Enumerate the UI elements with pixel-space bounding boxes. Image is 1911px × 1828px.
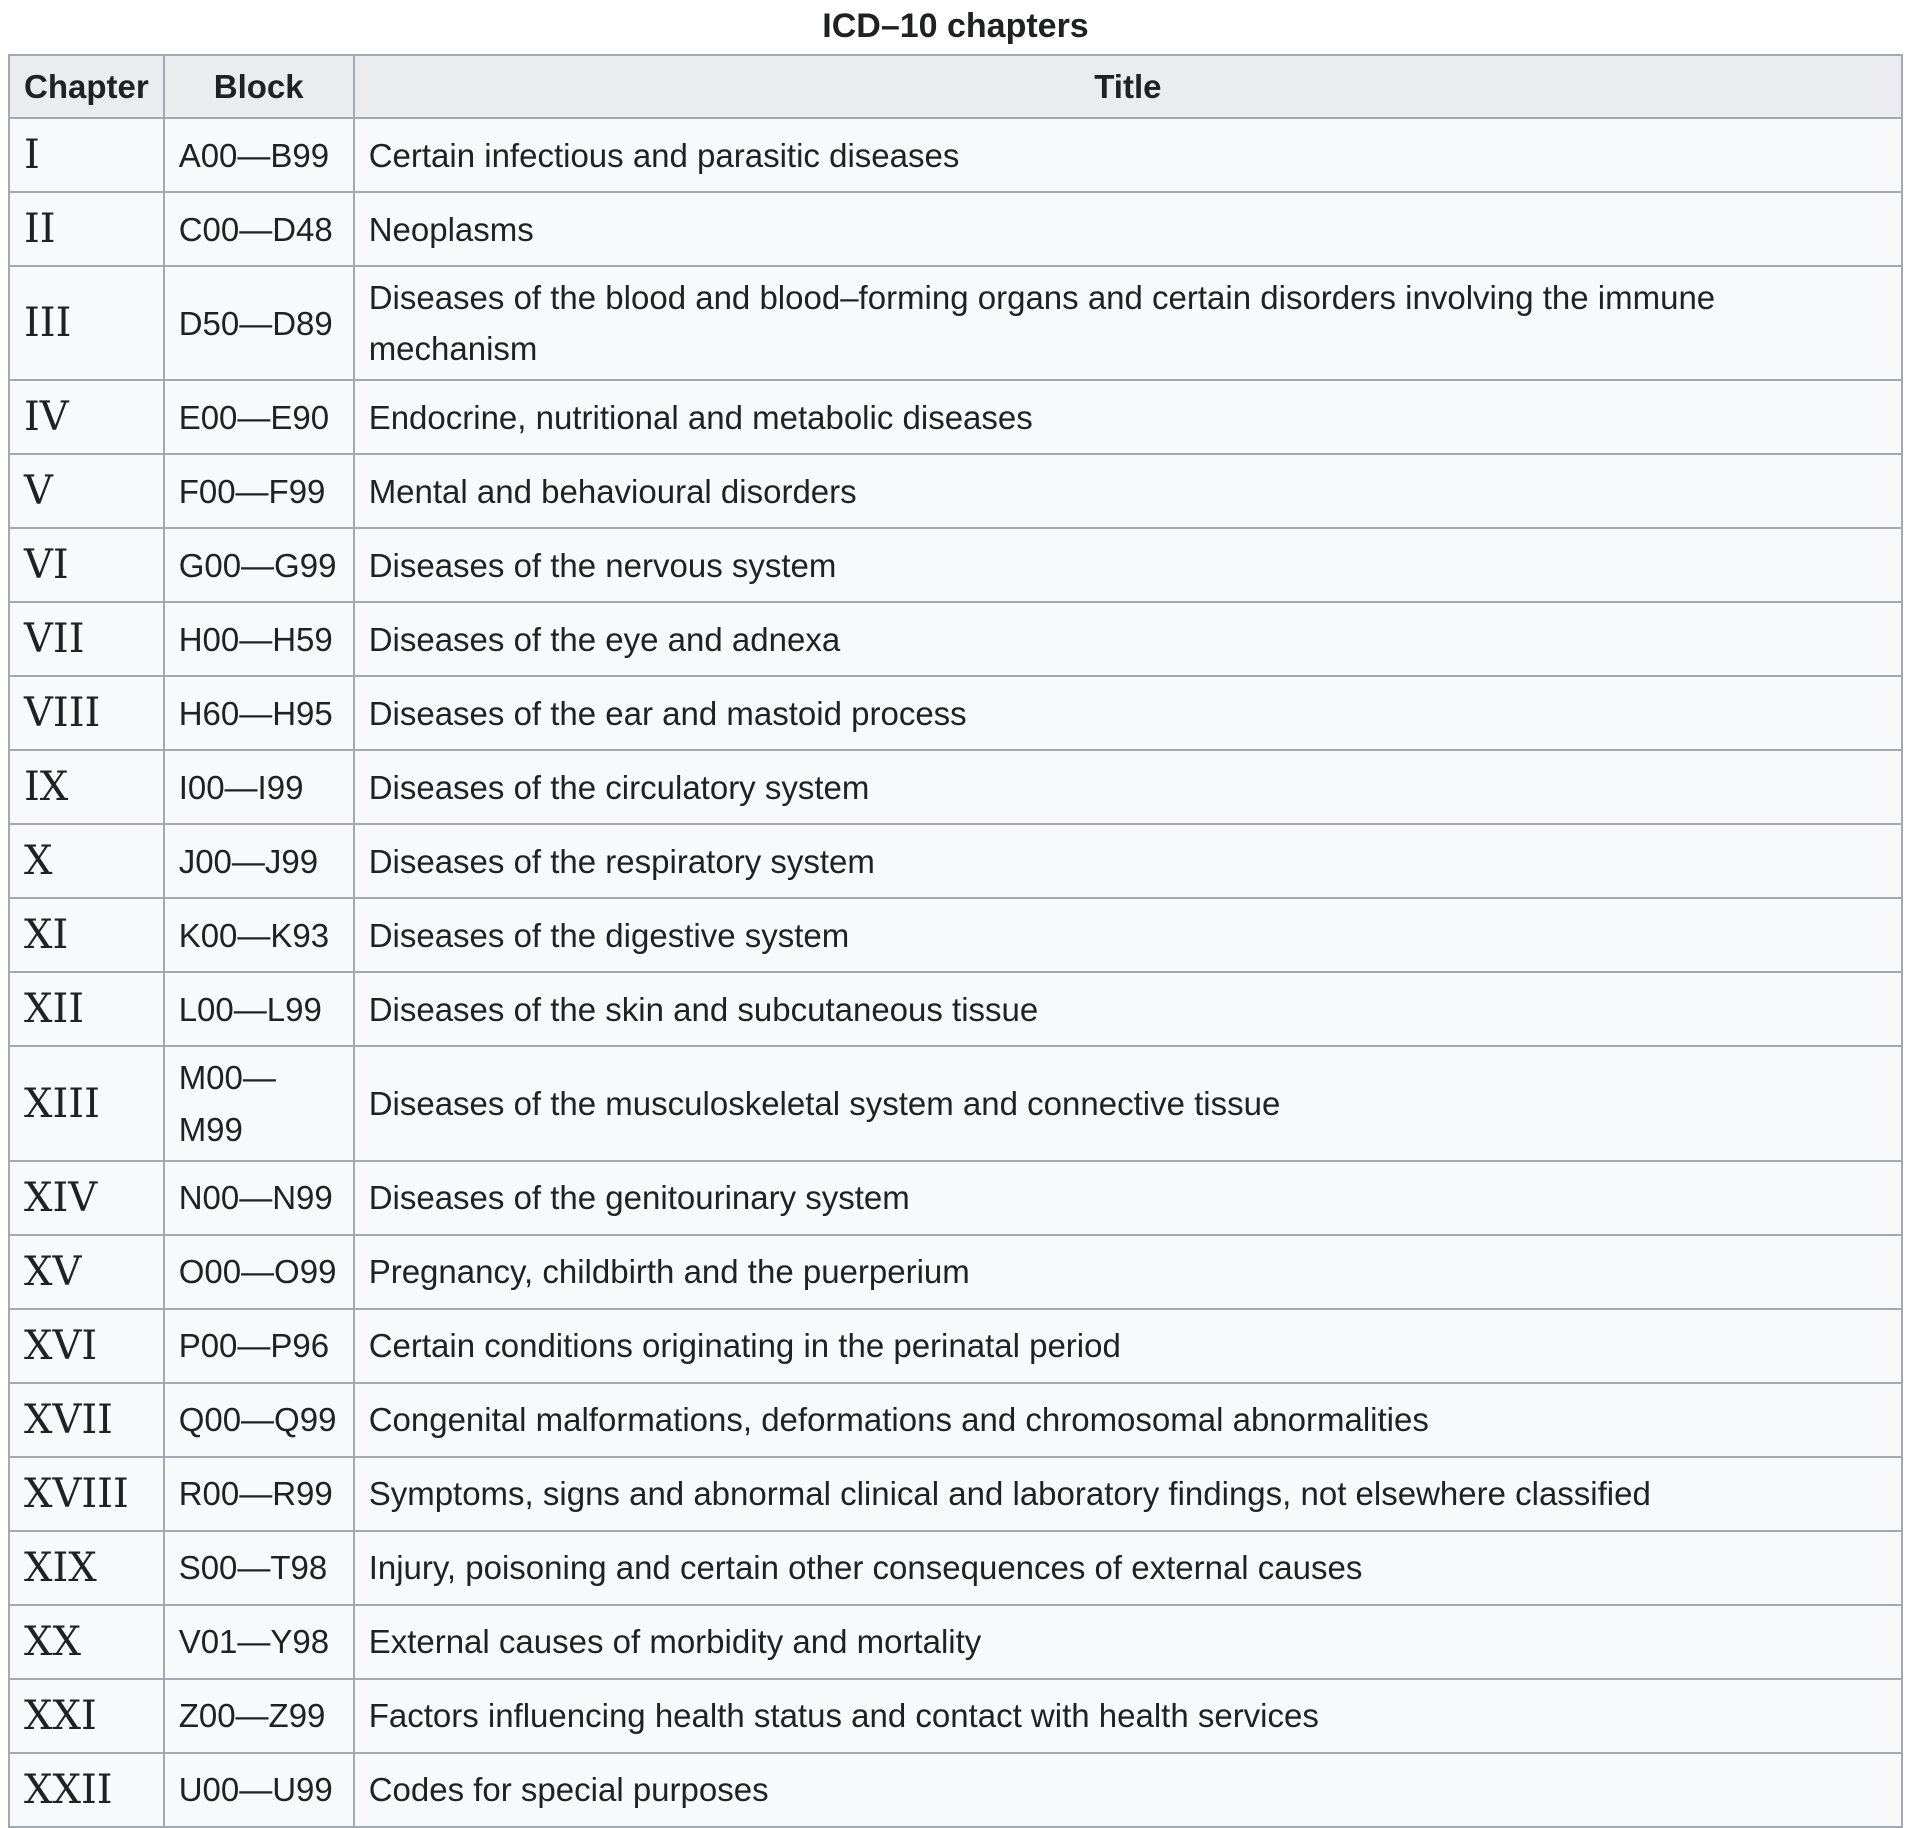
title-cell: Mental and behavioural disorders <box>354 454 1902 528</box>
title-cell: Certain conditions originating in the perinatal period <box>354 1309 1902 1383</box>
table-row <box>9 192 1902 266</box>
chapter-cell: VII <box>9 602 164 676</box>
chapter-cell: XXI <box>9 1679 164 1753</box>
block-cell: J00—J99 <box>164 824 354 898</box>
chapter-cell: VIII <box>9 676 164 750</box>
header-title: Title <box>354 55 1902 118</box>
table-body <box>9 118 1902 1827</box>
table-row <box>9 454 1902 528</box>
title-cell: Congenital malformations, deformations and chromosomal abnormalities <box>354 1383 1902 1457</box>
block-cell: M00—M99 <box>164 1046 354 1160</box>
header-row <box>9 55 1902 118</box>
table-row <box>9 1679 1902 1753</box>
title-cell: Diseases of the eye and adnexa <box>354 602 1902 676</box>
table-row <box>9 1753 1902 1827</box>
chapter-cell: II <box>9 192 164 266</box>
header-block: Block <box>164 55 354 118</box>
title-cell: Diseases of the digestive system <box>354 898 1902 972</box>
table-row <box>9 972 1902 1046</box>
title-cell: Certain infectious and parasitic diseases <box>354 118 1902 192</box>
icd10-chapters-table <box>8 54 1903 1828</box>
title-cell: Symptoms, signs and abnormal clinical and laboratory findings, not elsewhere classified <box>354 1457 1902 1531</box>
title-cell: Diseases of the circulatory system <box>354 750 1902 824</box>
chapter-cell: XVI <box>9 1309 164 1383</box>
chapter-cell: XX <box>9 1605 164 1679</box>
chapter-cell: XXII <box>9 1753 164 1827</box>
block-cell: O00—O99 <box>164 1235 354 1309</box>
title-cell: Diseases of the musculoskeletal system and connective tissue <box>354 1046 1902 1160</box>
table-row <box>9 528 1902 602</box>
chapter-cell: XV <box>9 1235 164 1309</box>
chapter-cell: XII <box>9 972 164 1046</box>
block-cell: H00—H59 <box>164 602 354 676</box>
block-cell: P00—P96 <box>164 1309 354 1383</box>
title-cell: Factors influencing health status and contact with health services <box>354 1679 1902 1753</box>
table-row <box>9 1531 1902 1605</box>
block-cell: R00—R99 <box>164 1457 354 1531</box>
chapter-cell: IX <box>9 750 164 824</box>
table-row <box>9 1309 1902 1383</box>
title-cell: Pregnancy, childbirth and the puerperium <box>354 1235 1902 1309</box>
table-row <box>9 676 1902 750</box>
chapter-cell: XVIII <box>9 1457 164 1531</box>
table-row <box>9 266 1902 380</box>
block-cell: Z00—Z99 <box>164 1679 354 1753</box>
chapter-cell: IV <box>9 380 164 454</box>
table-row <box>9 898 1902 972</box>
block-cell: G00—G99 <box>164 528 354 602</box>
table-header <box>9 55 1902 118</box>
block-cell: F00—F99 <box>164 454 354 528</box>
block-cell: V01—Y98 <box>164 1605 354 1679</box>
block-cell: U00—U99 <box>164 1753 354 1827</box>
title-cell: Diseases of the skin and subcutaneous tissue <box>354 972 1902 1046</box>
table-row <box>9 1161 1902 1235</box>
block-cell: Q00—Q99 <box>164 1383 354 1457</box>
table-row <box>9 1605 1902 1679</box>
table-row <box>9 380 1902 454</box>
chapter-cell: XIII <box>9 1046 164 1160</box>
title-cell: External causes of morbidity and mortality <box>354 1605 1902 1679</box>
block-cell: L00—L99 <box>164 972 354 1046</box>
table-row <box>9 118 1902 192</box>
chapter-cell: V <box>9 454 164 528</box>
block-cell: C00—D48 <box>164 192 354 266</box>
chapter-cell: I <box>9 118 164 192</box>
table-row <box>9 1383 1902 1457</box>
block-cell: H60—H95 <box>164 676 354 750</box>
title-cell: Diseases of the blood and blood–forming organs and certain disorders involving the immune mechanism <box>354 266 1902 380</box>
title-cell: Neoplasms <box>354 192 1902 266</box>
block-cell: S00—T98 <box>164 1531 354 1605</box>
chapter-cell: X <box>9 824 164 898</box>
title-cell: Diseases of the respiratory system <box>354 824 1902 898</box>
table-row <box>9 1457 1902 1531</box>
table-row <box>9 602 1902 676</box>
title-cell: Endocrine, nutritional and metabolic diseases <box>354 380 1902 454</box>
block-cell: E00—E90 <box>164 380 354 454</box>
table-caption: ICD–10 chapters <box>822 7 1089 45</box>
block-cell: D50—D89 <box>164 266 354 380</box>
header-chapter: Chapter <box>9 55 164 118</box>
chapter-cell: XIX <box>9 1531 164 1605</box>
chapter-cell: XVII <box>9 1383 164 1457</box>
chapter-cell: III <box>9 266 164 380</box>
title-cell: Diseases of the nervous system <box>354 528 1902 602</box>
table-row <box>9 1046 1902 1160</box>
block-cell: N00—N99 <box>164 1161 354 1235</box>
table-row <box>9 1235 1902 1309</box>
block-cell: K00—K93 <box>164 898 354 972</box>
table-row <box>9 824 1902 898</box>
table-row <box>9 750 1902 824</box>
title-cell: Diseases of the ear and mastoid process <box>354 676 1902 750</box>
block-cell: I00—I99 <box>164 750 354 824</box>
title-cell: Injury, poisoning and certain other consequences of external causes <box>354 1531 1902 1605</box>
block-cell: A00—B99 <box>164 118 354 192</box>
chapter-cell: VI <box>9 528 164 602</box>
chapter-cell: XI <box>9 898 164 972</box>
title-cell: Codes for special purposes <box>354 1753 1902 1827</box>
chapter-cell: XIV <box>9 1161 164 1235</box>
title-cell: Diseases of the genitourinary system <box>354 1161 1902 1235</box>
